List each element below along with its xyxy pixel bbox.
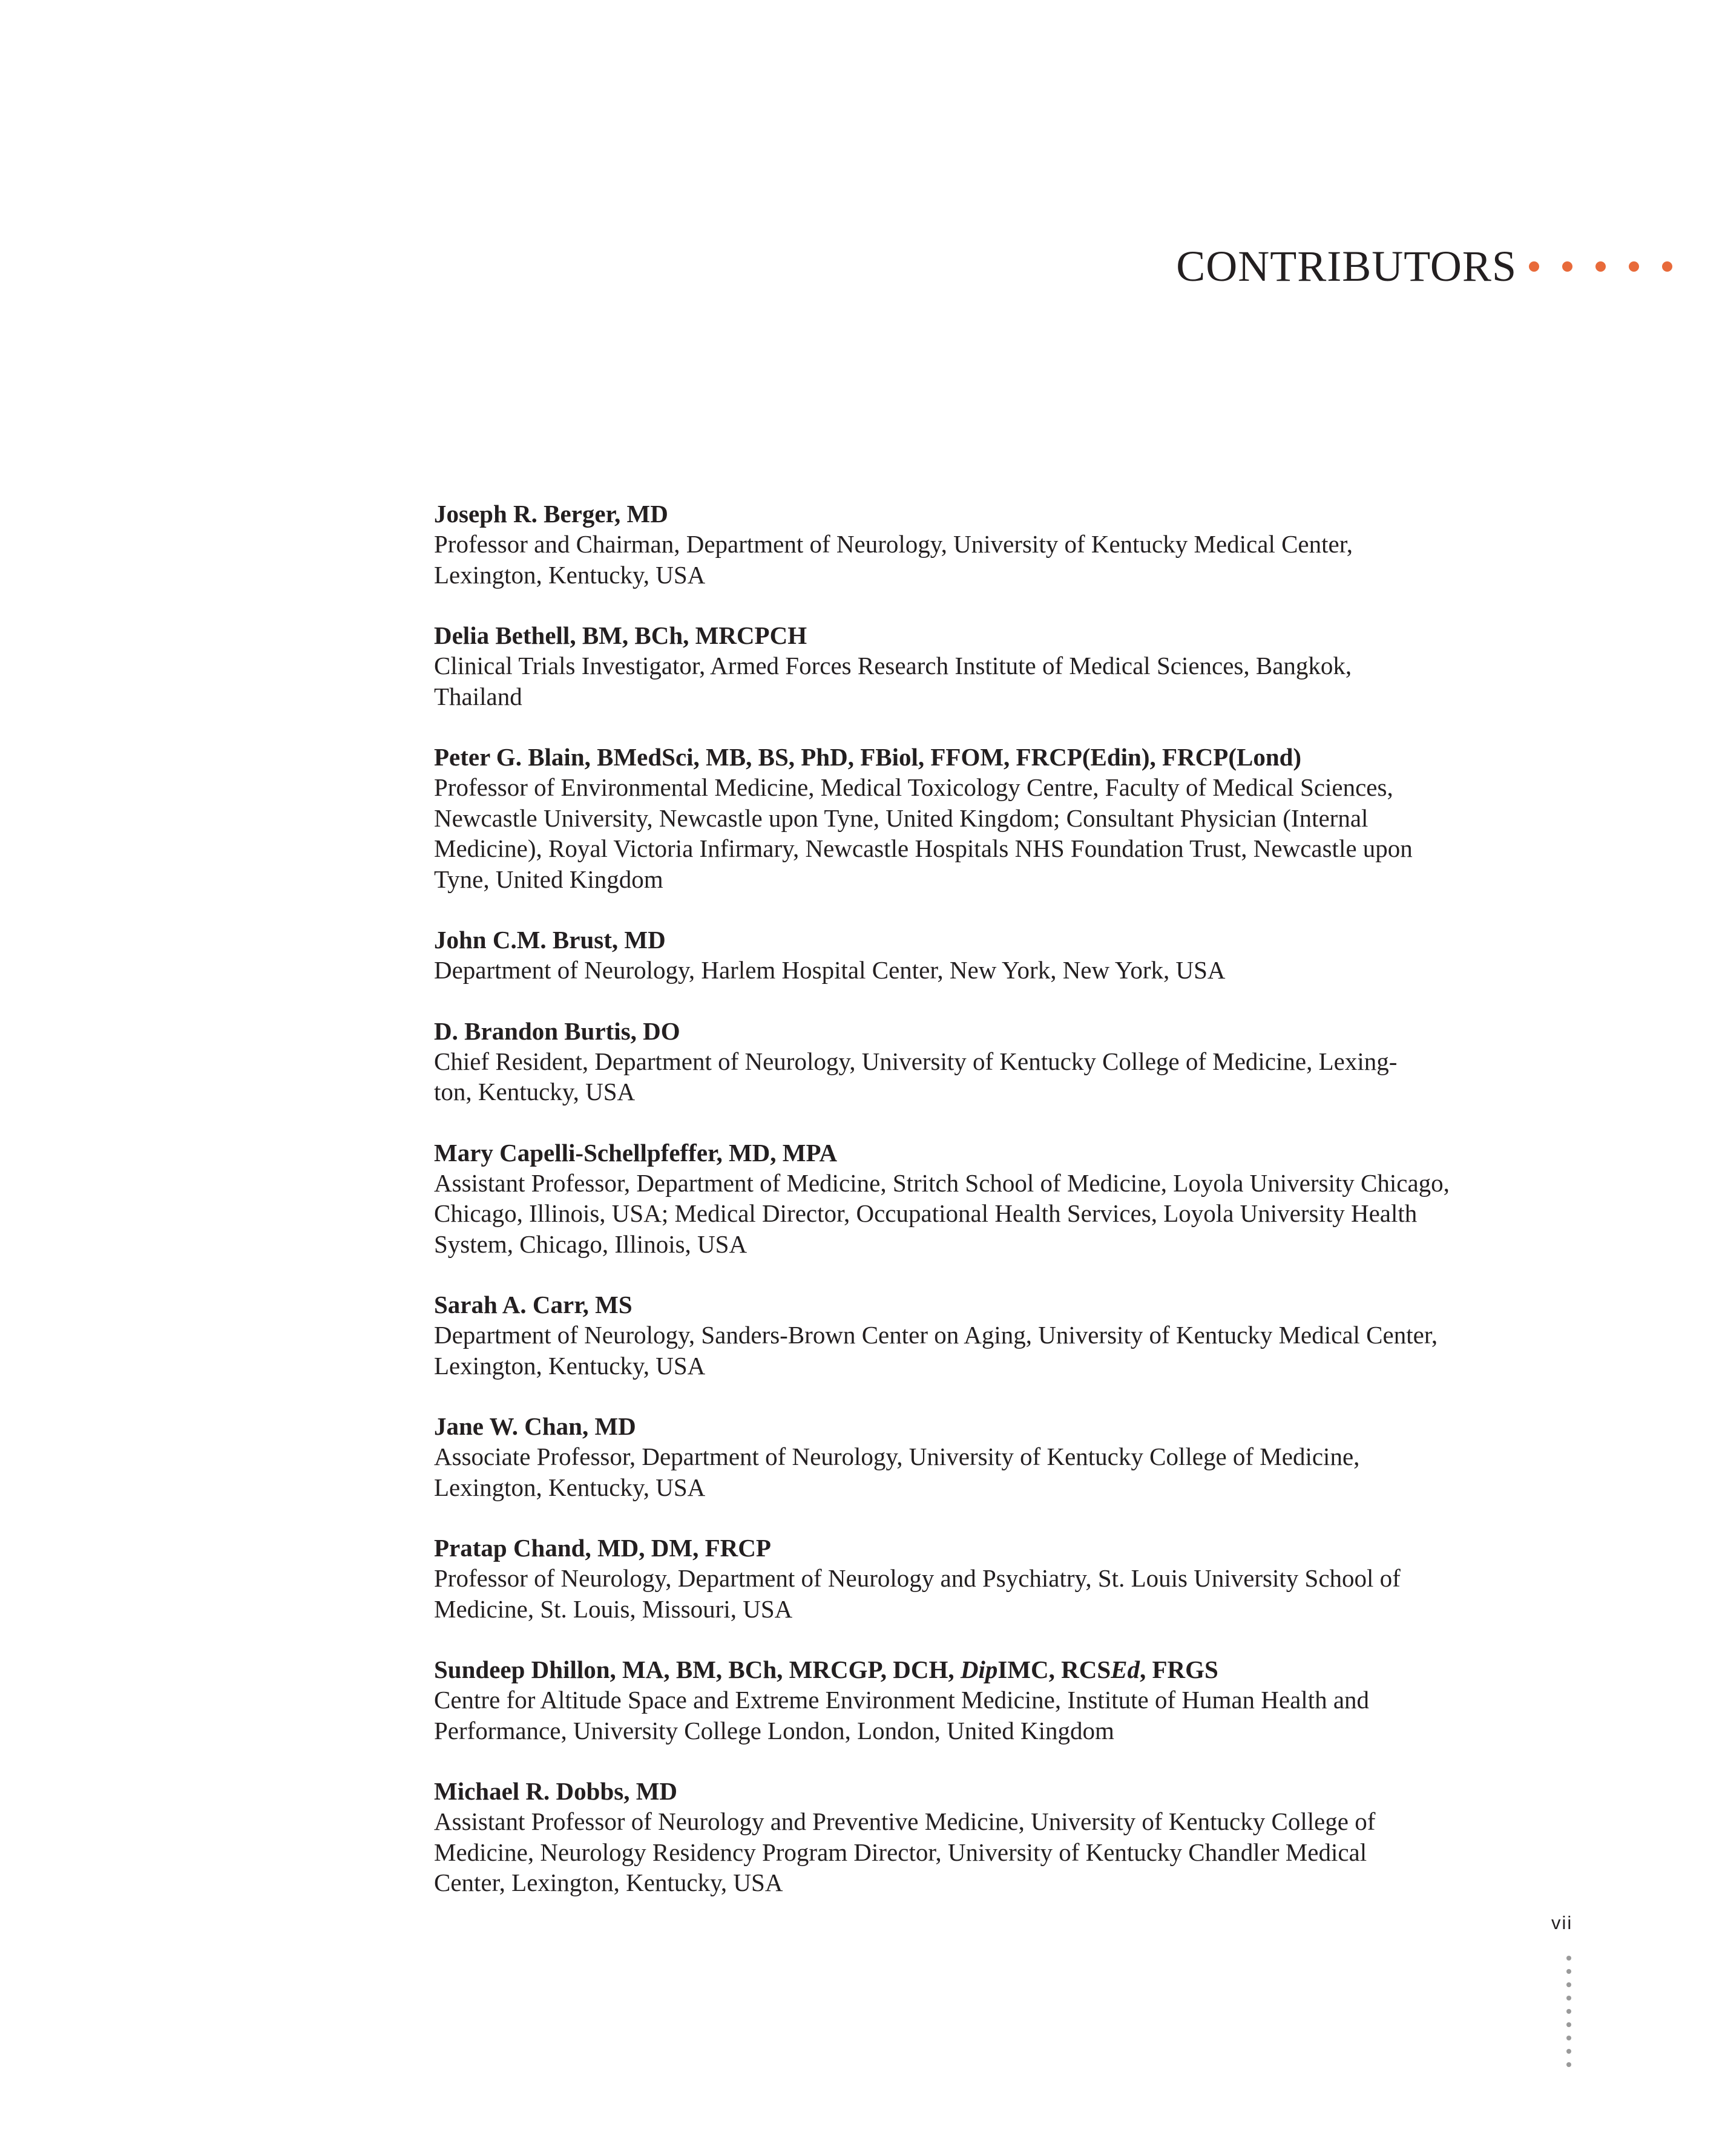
gray-dot-icon [1566, 2022, 1571, 2027]
affiliation-line: Centre for Altitude Space and Extreme Environment Medicine, Institute of Human Health and [434, 1686, 1370, 1714]
affiliation-line: Medicine), Royal Victoria Infirmary, Newcastle Hospitals NHS Foundation Trust, Newcastle upon [434, 834, 1413, 862]
contributor-name: John C.M. Brust, MD [434, 926, 666, 954]
orange-dot-icon [1529, 261, 1539, 272]
contributor-name: D. Brandon Burtis, DO [434, 1017, 680, 1045]
gray-dot-icon [1566, 1982, 1571, 1987]
affiliation-line: Professor of Neurology, Department of Neurology and Psychiatry, St. Louis University School of [434, 1564, 1401, 1592]
contributor-name: Delia Bethell, BM, BCh, MRCPCH [434, 621, 807, 649]
name-part: IMC, RCS [997, 1656, 1111, 1683]
orange-dot-icon [1662, 261, 1672, 272]
name-part: , FRGS [1140, 1656, 1218, 1683]
margin-dots-ornament [1566, 1956, 1571, 2076]
affiliation-line: Associate Professor, Department of Neurology, University of Kentucky College of Medicine, [434, 1443, 1360, 1470]
contributor-affiliation [434, 1168, 1548, 1260]
gray-dot-icon [1566, 2036, 1571, 2040]
contributor-entry [434, 499, 1548, 590]
contributor-name: Sarah A. Carr, MS [434, 1291, 632, 1319]
contributor-name: Mary Capelli-Schellpfeffer, MD, MPA [434, 1138, 838, 1167]
affiliation-line: Thailand [434, 682, 522, 710]
heading-dots-ornament [1529, 261, 1672, 272]
page-heading [1176, 244, 1672, 288]
name-part: Sundeep Dhillon, MA, BM, BCh, MRCGP, DCH, [434, 1656, 961, 1683]
contributor-name: Pratap Chand, MD, DM, FRCP [434, 1534, 771, 1562]
contributor-affiliation [434, 1320, 1548, 1381]
affiliation-line: Chicago, Illinois, USA; Medical Director, Occupational Health Services, Loyola University Health [434, 1199, 1418, 1227]
contributor-affiliation [434, 650, 1548, 712]
orange-dot-icon [1629, 261, 1639, 272]
affiliation-line: Center, Lexington, Kentucky, USA [434, 1869, 783, 1896]
affiliation-line: ton, Kentucky, USA [434, 1078, 636, 1106]
contributor-name: Jane W. Chan, MD [434, 1412, 636, 1440]
orange-dot-icon [1562, 261, 1572, 272]
affiliation-line: Newcastle University, Newcastle upon Tyne, United Kingdom; Consultant Physician (Internal [434, 804, 1368, 832]
affiliation-line: Chief Resident, Department of Neurology, University of Kentucky College of Medicine, Lexing- [434, 1047, 1398, 1075]
contributor-affiliation [434, 1441, 1548, 1502]
affiliation-line: Tyne, United Kingdom [434, 865, 663, 893]
contributor-name [434, 1654, 1548, 1685]
gray-dot-icon [1566, 1996, 1571, 2000]
gray-dot-icon [1566, 2049, 1571, 2054]
name-part-italic: Ed [1111, 1656, 1140, 1683]
orange-dot-icon [1595, 261, 1606, 272]
affiliation-line: Medicine, Neurology Residency Program Director, University of Kentucky Chandler Medical [434, 1838, 1367, 1866]
contributor-entry [434, 1138, 1548, 1260]
contributor-entry [434, 1411, 1548, 1502]
affiliation-line: System, Chicago, Illinois, USA [434, 1230, 748, 1258]
affiliation-line: Professor of Environmental Medicine, Medical Toxicology Centre, Faculty of Medical Sciences, [434, 773, 1393, 801]
affiliation-line: Medicine, St. Louis, Missouri, USA [434, 1594, 793, 1623]
affiliation-line: Professor and Chairman, Department of Neurology, University of Kentucky Medical Center, [434, 530, 1353, 558]
affiliation-line: Clinical Trials Investigator, Armed Forces Research Institute of Medical Sciences, Bangkok, [434, 652, 1352, 680]
contributor-name: Peter G. Blain, BMedSci, MB, BS, PhD, FBiol, FFOM, FRCP(Edin), FRCP(Lond) [434, 743, 1302, 771]
page-number: vii [1551, 1912, 1573, 1933]
contributor-entry [434, 1289, 1548, 1381]
contributor-affiliation [434, 1563, 1548, 1624]
contributor-affiliation [434, 1046, 1548, 1107]
contributor-affiliation [434, 1806, 1548, 1898]
affiliation-line: Lexington, Kentucky, USA [434, 1351, 706, 1380]
affiliation-line: Lexington, Kentucky, USA [434, 560, 706, 589]
contributor-entry [434, 1016, 1548, 1107]
gray-dot-icon [1566, 2062, 1571, 2067]
gray-dot-icon [1566, 1969, 1571, 1974]
contributor-name: Michael R. Dobbs, MD [434, 1777, 678, 1805]
contributor-affiliation [434, 955, 1548, 986]
contributor-affiliation [434, 772, 1548, 894]
contributor-entry [434, 1533, 1548, 1624]
affiliation-line: Department of Neurology, Harlem Hospital Center, New York, New York, USA [434, 956, 1226, 984]
contributor-entry [434, 620, 1548, 712]
contributor-entry [434, 925, 1548, 986]
affiliation-line: Performance, University College London, London, United Kingdom [434, 1716, 1114, 1745]
affiliation-line: Department of Neurology, Sanders-Brown Center on Aging, University of Kentucky Medical Center, [434, 1321, 1438, 1349]
contributor-affiliation [434, 529, 1548, 590]
contributors-list [434, 499, 1548, 1928]
contributor-entry [434, 742, 1548, 894]
contributor-entry [434, 1776, 1548, 1898]
gray-dot-icon [1566, 1956, 1571, 1961]
affiliation-line: Assistant Professor, Department of Medicine, Stritch School of Medicine, Loyola University Chicago, [434, 1168, 1450, 1197]
affiliation-line: Assistant Professor of Neurology and Preventive Medicine, University of Kentucky College of [434, 1807, 1376, 1835]
heading-title: CONTRIBUTORS [1176, 242, 1517, 290]
name-part-italic: Dip [960, 1656, 998, 1683]
contributor-entry [434, 1654, 1548, 1746]
contributor-affiliation [434, 1685, 1548, 1746]
gray-dot-icon [1566, 2009, 1571, 2014]
contributor-name: Joseph R. Berger, MD [434, 500, 668, 528]
affiliation-line: Lexington, Kentucky, USA [434, 1473, 706, 1501]
